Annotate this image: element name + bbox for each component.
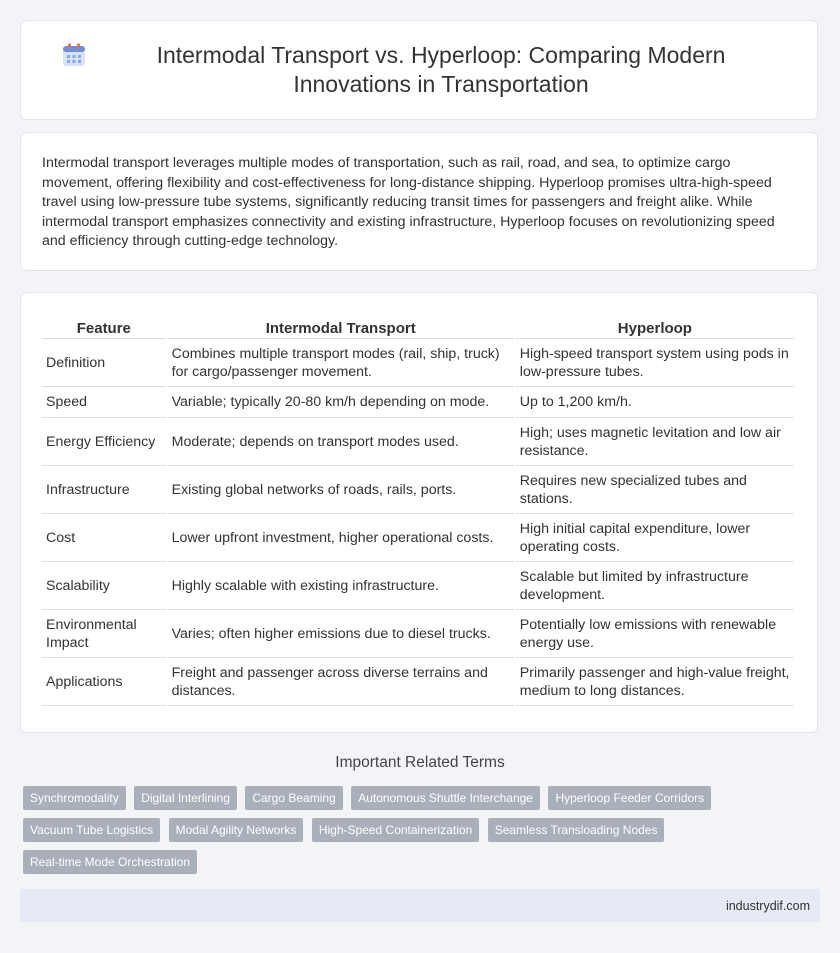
- table-header-row: [42, 313, 794, 339]
- row-intermodal: Varies; often higher emissions due to diesel trucks.: [168, 610, 514, 658]
- related-term-tag[interactable]: Cargo Beaming: [245, 786, 342, 810]
- intro-text: Intermodal transport leverages multiple modes of transportation, such as rail, road, and sea, to optimize cargo movement, offering flexibility and cost-effectiveness for long-distance shipping. Hyperloop promises ultra-high-speed travel using low-pressure tube systems, significantly reducing transit times for passengers and freight alike. While intermodal transport emphasizes connectivity and existing infrastructure, Hyperloop focuses on revolutionizing speed and efficiency through cutting-edge technology.: [42, 155, 775, 249]
- row-hyperloop: High-speed transport system using pods in low-pressure tubes.: [516, 339, 794, 387]
- footer-site-link[interactable]: industrydif.com: [725, 899, 810, 913]
- row-hyperloop: Requires new specialized tubes and stations.: [516, 466, 794, 514]
- header-intermodal: Intermodal Transport: [168, 313, 514, 339]
- table-row: [42, 658, 794, 706]
- intro-card: [20, 132, 818, 271]
- calendar-icon: [61, 42, 87, 68]
- related-term-tag[interactable]: Synchromodality: [23, 786, 126, 810]
- header-card: [20, 20, 818, 120]
- row-intermodal: Highly scalable with existing infrastructure.: [168, 562, 514, 610]
- related-term-tag[interactable]: Digital Interlining: [134, 786, 237, 810]
- row-feature: Applications: [42, 658, 166, 706]
- row-feature: Scalability: [42, 562, 166, 610]
- related-term-tag[interactable]: Seamless Transloading Nodes: [488, 818, 665, 842]
- table-row: [42, 418, 794, 466]
- comparison-table-card: [20, 292, 818, 733]
- row-intermodal: Freight and passenger across diverse terrains and distances.: [168, 658, 514, 706]
- related-term-tag[interactable]: High-Speed Containerization: [312, 818, 479, 842]
- related-term-tag[interactable]: Vacuum Tube Logistics: [23, 818, 160, 842]
- table-row: [42, 610, 794, 658]
- row-hyperloop: Primarily passenger and high-value freight, medium to long distances.: [516, 658, 794, 706]
- title-wrap: [21, 21, 817, 119]
- row-feature: Speed: [42, 387, 166, 418]
- table-row: [42, 562, 794, 610]
- row-intermodal: Moderate; depends on transport modes used.: [168, 418, 514, 466]
- related-term-tag[interactable]: Real-time Mode Orchestration: [23, 850, 197, 874]
- row-hyperloop: Potentially low emissions with renewable energy use.: [516, 610, 794, 658]
- row-intermodal: Combines multiple transport modes (rail, ship, truck) for cargo/passenger movement.: [168, 339, 514, 387]
- row-feature: Definition: [42, 339, 166, 387]
- related-term-tag[interactable]: Modal Agility Networks: [169, 818, 304, 842]
- row-hyperloop: High initial capital expenditure, lower operating costs.: [516, 514, 794, 562]
- row-intermodal: Variable; typically 20-80 km/h depending on mode.: [168, 387, 514, 418]
- row-intermodal: Existing global networks of roads, rails, ports.: [168, 466, 514, 514]
- table-row: [42, 514, 794, 562]
- comparison-table: [40, 313, 796, 706]
- table-row: [42, 387, 794, 418]
- header-hyperloop: Hyperloop: [516, 313, 794, 339]
- row-feature: Energy Efficiency: [42, 418, 166, 466]
- row-feature: Cost: [42, 514, 166, 562]
- header-feature: Feature: [42, 313, 166, 339]
- footer: [20, 889, 820, 922]
- page-title: Intermodal Transport vs. Hyperloop: Comparing Modern Innovations in Transportation: [156, 42, 726, 97]
- row-intermodal: Lower upfront investment, higher operational costs.: [168, 514, 514, 562]
- row-feature: Infrastructure: [42, 466, 166, 514]
- related-terms-list: [23, 786, 823, 882]
- row-feature: Environmental Impact: [42, 610, 166, 658]
- row-hyperloop: Up to 1,200 km/h.: [516, 387, 794, 418]
- table-row: [42, 339, 794, 387]
- row-hyperloop: Scalable but limited by infrastructure development.: [516, 562, 794, 610]
- row-hyperloop: High; uses magnetic levitation and low air resistance.: [516, 418, 794, 466]
- related-terms-heading: Important Related Terms: [335, 754, 505, 771]
- table-row: [42, 466, 794, 514]
- related-term-tag[interactable]: Autonomous Shuttle Interchange: [351, 786, 540, 810]
- related-term-tag[interactable]: Hyperloop Feeder Corridors: [548, 786, 711, 810]
